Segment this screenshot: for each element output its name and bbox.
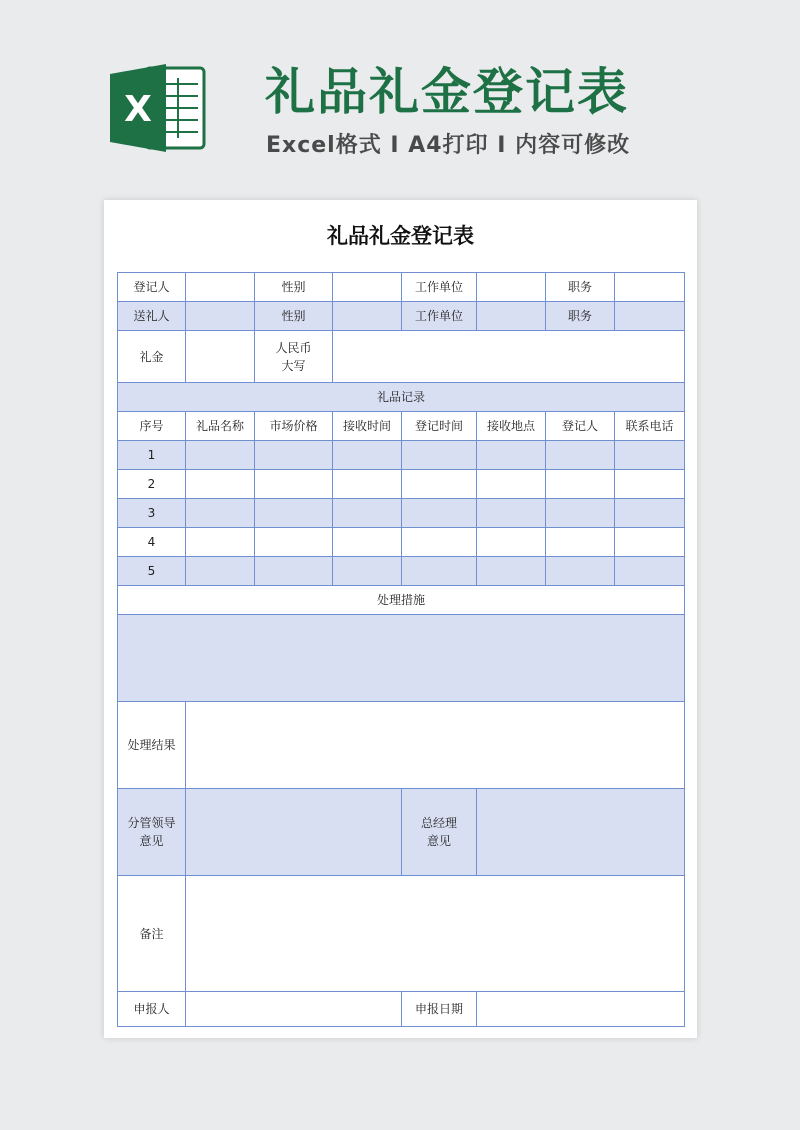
gift-cell[interactable] xyxy=(186,557,255,586)
gender-label: 性别 xyxy=(255,273,333,302)
gift-cell[interactable] xyxy=(615,441,685,470)
gift-cell[interactable] xyxy=(333,557,402,586)
leader-opinion-label xyxy=(118,789,186,876)
gift-cell[interactable] xyxy=(186,499,255,528)
leader-opinion-input[interactable] xyxy=(186,789,402,876)
gift-cell[interactable] xyxy=(615,499,685,528)
giver-row xyxy=(118,302,685,331)
gm-opinion-label xyxy=(402,789,477,876)
cash-gift-row xyxy=(118,331,685,383)
registrant-row xyxy=(118,273,685,302)
gift-cell[interactable] xyxy=(615,470,685,499)
measures-input[interactable] xyxy=(118,615,685,702)
gender-input[interactable] xyxy=(333,273,402,302)
giver-position-label: 职务 xyxy=(546,302,615,331)
result-label: 处理结果 xyxy=(118,702,186,789)
gift-cell[interactable] xyxy=(402,528,477,557)
row-number: 1 xyxy=(118,441,186,470)
gift-cell[interactable] xyxy=(333,470,402,499)
promo-title: 礼品礼金登记表 xyxy=(265,63,629,121)
column-header: 接收地点 xyxy=(477,412,546,441)
registrant-label: 登记人 xyxy=(118,273,186,302)
result-row xyxy=(118,702,685,789)
gift-record-header-row xyxy=(118,383,685,412)
giver-gender-label: 性别 xyxy=(255,302,333,331)
position-label: 职务 xyxy=(546,273,615,302)
gm-opinion-input[interactable] xyxy=(477,789,685,876)
gift-cell[interactable] xyxy=(255,557,333,586)
gift-cell[interactable] xyxy=(477,528,546,557)
promo-subtitle: Excel格式 Ⅰ A4打印 Ⅰ 内容可修改 xyxy=(266,133,631,158)
gift-cell[interactable] xyxy=(255,470,333,499)
gift-cell[interactable] xyxy=(255,528,333,557)
gift-cell[interactable] xyxy=(477,441,546,470)
measures-label: 处理措施 xyxy=(118,586,685,615)
excel-logo-letter: X xyxy=(124,89,152,130)
remarks-row xyxy=(118,876,685,992)
gift-cell[interactable] xyxy=(186,528,255,557)
gift-cell[interactable] xyxy=(546,557,615,586)
gift-columns-row xyxy=(118,412,685,441)
position-input[interactable] xyxy=(615,273,685,302)
apply-date-input[interactable] xyxy=(477,992,685,1027)
apply-date-label: 申报日期 xyxy=(402,992,477,1027)
rmb-capital-label xyxy=(255,331,333,383)
promo-header xyxy=(0,0,800,200)
gift-cell[interactable] xyxy=(546,441,615,470)
giver-work-unit-label: 工作单位 xyxy=(402,302,477,331)
row-number: 3 xyxy=(118,499,186,528)
measures-row xyxy=(118,615,685,702)
rmb-capital-label-line1: 人民币 xyxy=(275,340,312,355)
table-row xyxy=(118,441,685,470)
gift-cell[interactable] xyxy=(477,557,546,586)
cash-gift-input[interactable] xyxy=(186,331,255,383)
applicant-label: 申报人 xyxy=(118,992,186,1027)
gift-cell[interactable] xyxy=(402,441,477,470)
registrant-input[interactable] xyxy=(186,273,255,302)
column-header: 登记人 xyxy=(546,412,615,441)
leader-opinion-line1: 分管领导 xyxy=(127,816,176,830)
rmb-capital-input[interactable] xyxy=(333,331,685,383)
row-number: 5 xyxy=(118,557,186,586)
gm-opinion-line1: 总经理 xyxy=(420,816,457,830)
gift-cell[interactable] xyxy=(546,528,615,557)
table-row xyxy=(118,557,685,586)
gift-cell[interactable] xyxy=(333,528,402,557)
cash-gift-label: 礼金 xyxy=(118,331,186,383)
remarks-label: 备注 xyxy=(118,876,186,992)
result-input[interactable] xyxy=(186,702,685,789)
table-row xyxy=(118,470,685,499)
column-header: 市场价格 xyxy=(255,412,333,441)
row-number: 4 xyxy=(118,528,186,557)
gift-cell[interactable] xyxy=(546,499,615,528)
gift-cell[interactable] xyxy=(546,470,615,499)
gift-cell[interactable] xyxy=(255,441,333,470)
giver-position-input[interactable] xyxy=(615,302,685,331)
form-title: 礼品礼金登记表 xyxy=(327,224,474,248)
work-unit-label: 工作单位 xyxy=(402,273,477,302)
gift-cell[interactable] xyxy=(477,499,546,528)
leader-opinion-line2: 意见 xyxy=(139,834,164,848)
gift-cell[interactable] xyxy=(402,557,477,586)
gift-cell[interactable] xyxy=(333,441,402,470)
giver-gender-input[interactable] xyxy=(333,302,402,331)
gift-cell[interactable] xyxy=(333,499,402,528)
work-unit-input[interactable] xyxy=(477,273,546,302)
table-row xyxy=(118,499,685,528)
rmb-capital-label-line2: 大写 xyxy=(281,358,306,373)
applicant-row xyxy=(118,992,685,1027)
applicant-input[interactable] xyxy=(186,992,402,1027)
giver-label: 送礼人 xyxy=(118,302,186,331)
gift-cell[interactable] xyxy=(255,499,333,528)
form-sheet xyxy=(104,200,697,1038)
column-header: 联系电话 xyxy=(615,412,685,441)
row-number: 2 xyxy=(118,470,186,499)
gift-cell[interactable] xyxy=(186,441,255,470)
column-header: 礼品名称 xyxy=(186,412,255,441)
column-header: 序号 xyxy=(118,412,186,441)
column-header: 接收时间 xyxy=(333,412,402,441)
gift-cell[interactable] xyxy=(402,499,477,528)
gift-record-label: 礼品记录 xyxy=(118,383,685,412)
gift-register-table xyxy=(117,272,685,1027)
giver-input[interactable] xyxy=(186,302,255,331)
opinion-row xyxy=(118,789,685,876)
column-header: 登记时间 xyxy=(402,412,477,441)
gift-cell[interactable] xyxy=(615,557,685,586)
remarks-input[interactable] xyxy=(186,876,685,992)
gift-cell[interactable] xyxy=(477,470,546,499)
measures-header-row xyxy=(118,586,685,615)
gift-cell[interactable] xyxy=(402,470,477,499)
table-row xyxy=(118,528,685,557)
gift-cell[interactable] xyxy=(186,470,255,499)
giver-work-unit-input[interactable] xyxy=(477,302,546,331)
gm-opinion-line2: 意见 xyxy=(426,834,451,848)
excel-icon xyxy=(108,58,208,158)
gift-cell[interactable] xyxy=(615,528,685,557)
